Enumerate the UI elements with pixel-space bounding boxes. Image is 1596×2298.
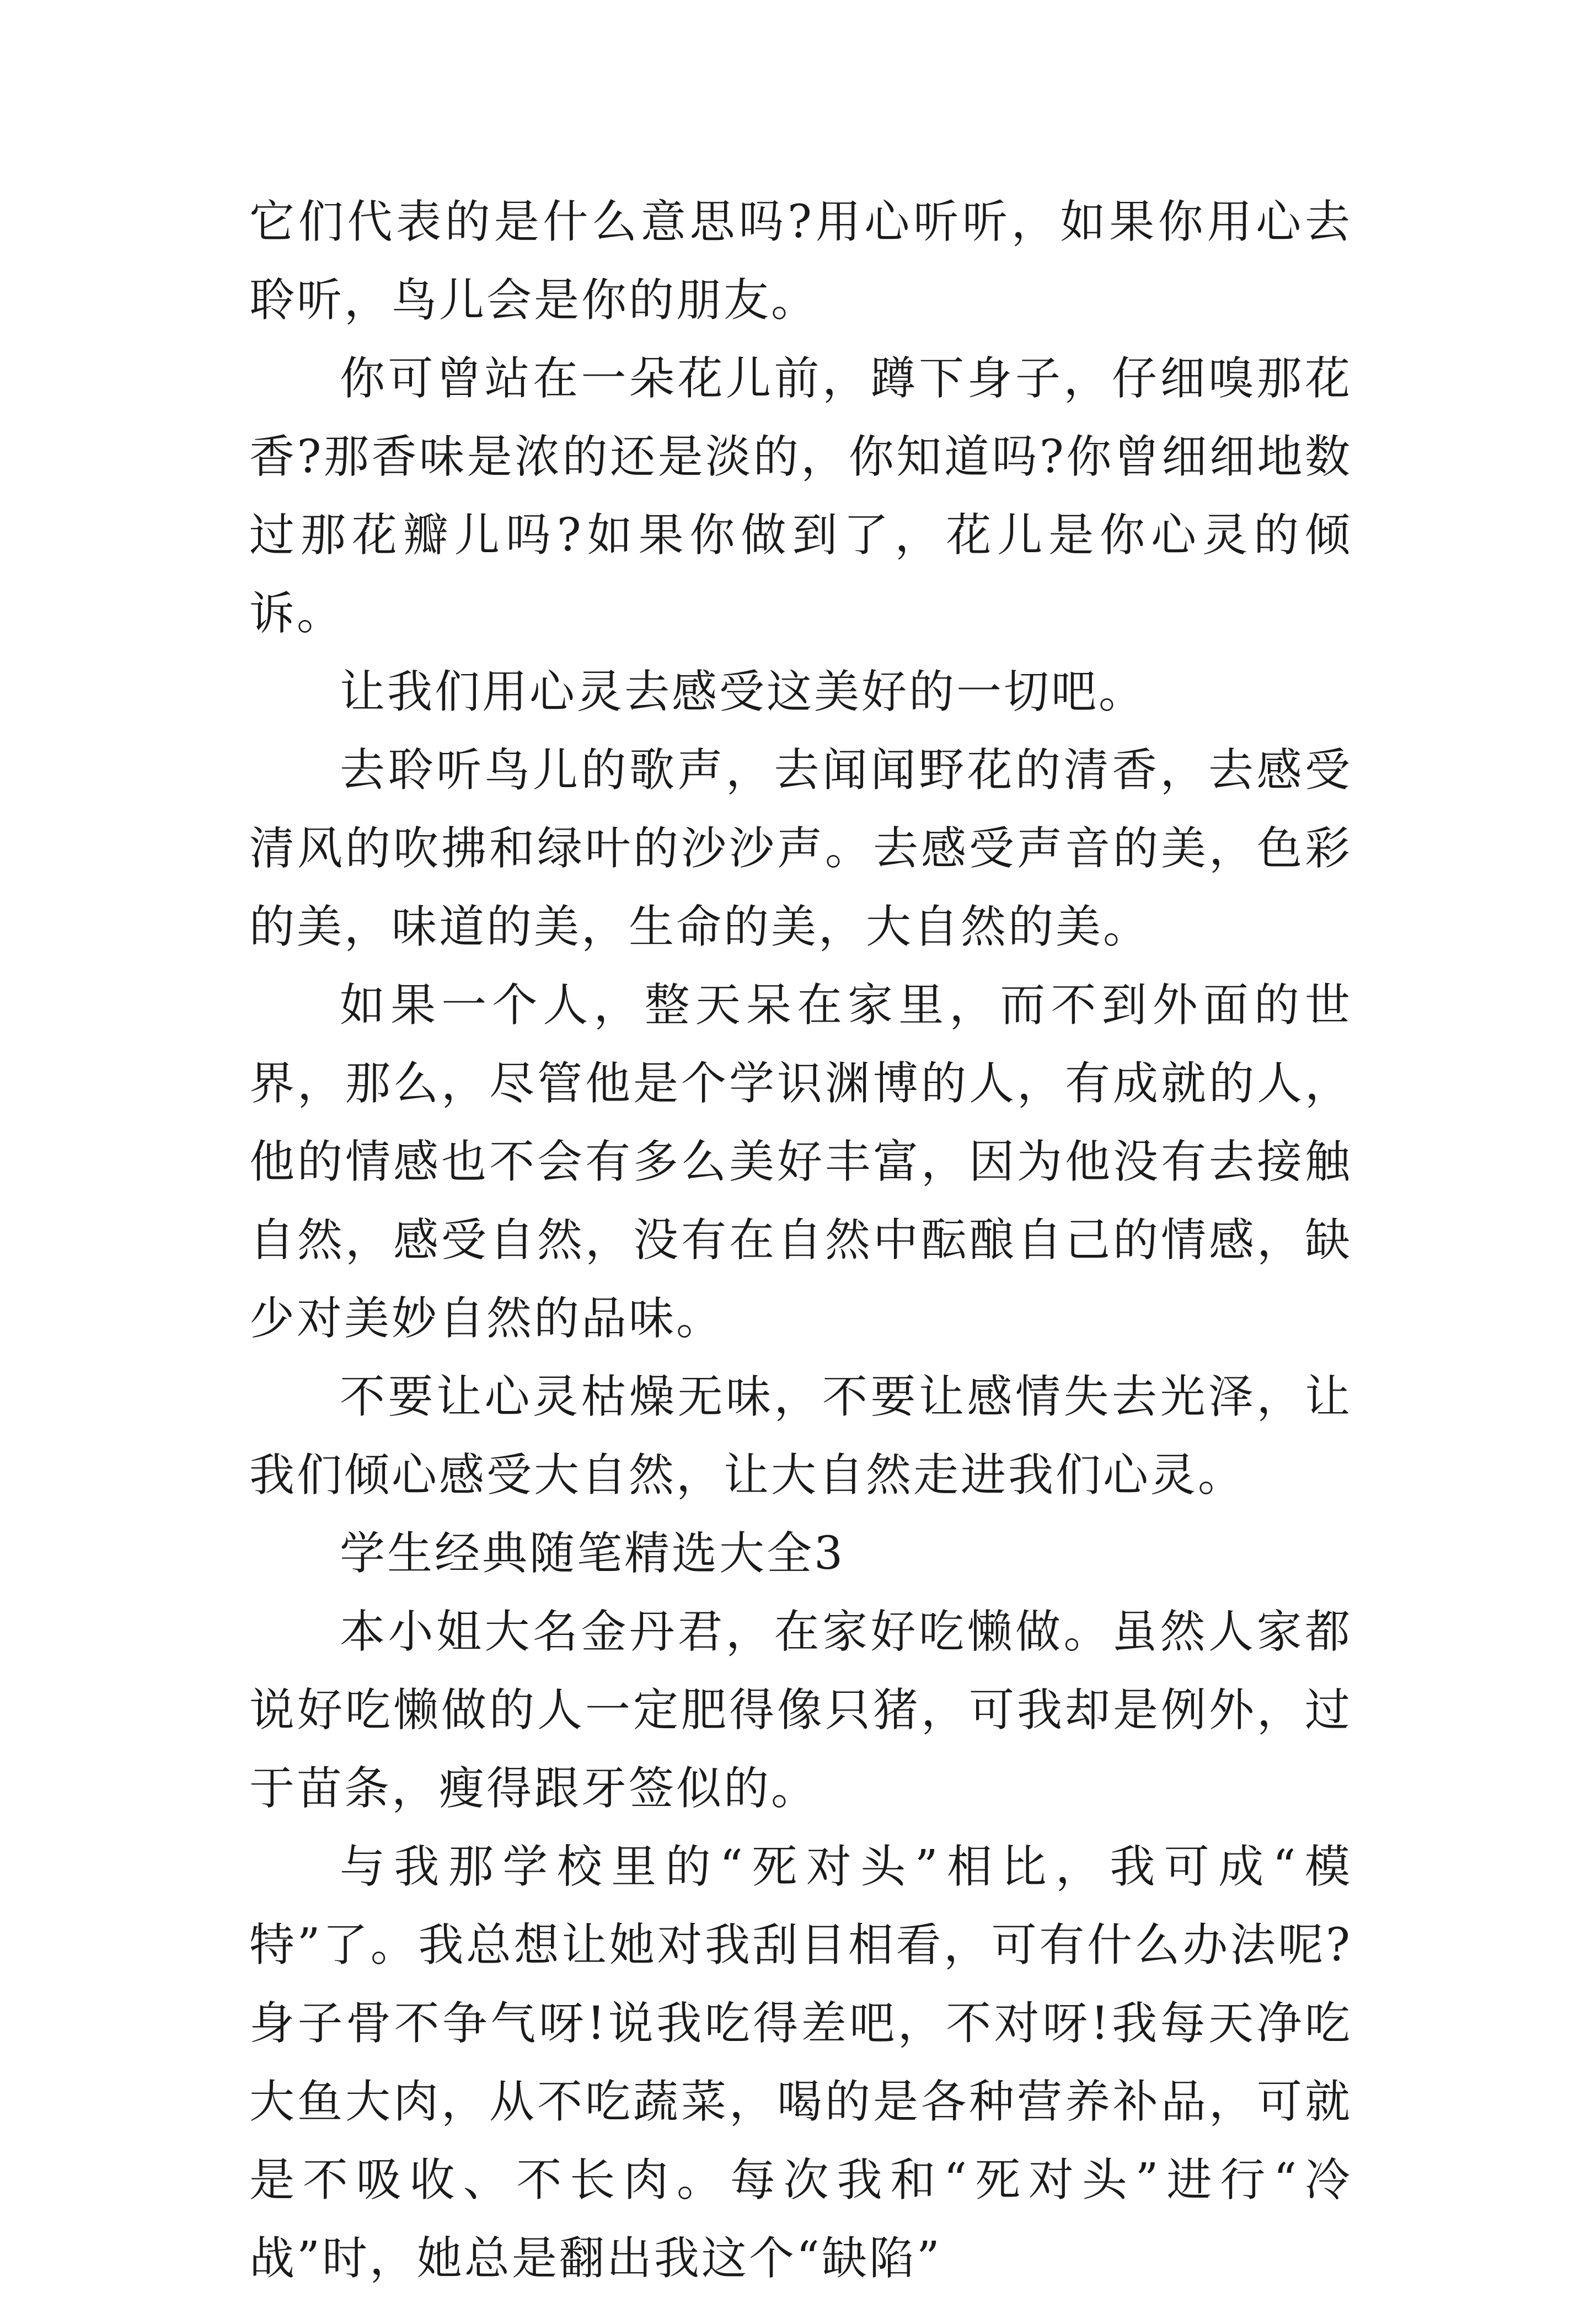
paragraph-3: 让我们用心灵去感受这美好的一切吧。 — [340, 666, 1147, 718]
paragraph-4: 去聆听鸟儿的歌声，去闻闻野花的清香，去感受清风的吹拂和绿叶的沙沙声。去感受声音的美，色彩的美，味道的美，生命的美，大自然的美。 — [249, 744, 1352, 953]
paragraph-5: 如果一个人，整天呆在家里，而不到外面的世界，那么，尽管他是个学识渊博的人，有成就的人，他的情感也不会有多么美好丰富，因为他没有去接触自然，感受自然，没有在自然中酝酿自己的情感，缺少对美妙自然的品味。 — [249, 979, 1352, 1345]
paragraph-8: 与我那学校里的“死对头”相比，我可成“模特”了。我总想让她对我刮目相看，可有什么办法呢?身子骨不争气呀!说我吃得差吧，不对呀!我每天净吃大鱼大肉，从不吃蔬菜，喝的是各种营养补品，可就是不吸收、不长肉。每次我和“死对头”进行“冷战”时，她总是翻出我这个“缺陷” — [249, 1841, 1352, 2285]
body-text — [249, 183, 1352, 2298]
paragraph-2: 你可曾站在一朵花儿前，蹲下身子，仔细嗅那花香?那香味是浓的还是淡的，你知道吗?你曾细细地数过那花瓣儿吗?如果你做到了，花儿是你心灵的倾诉。 — [249, 352, 1352, 640]
paragraph-1: 它们代表的是什么意思吗?用心听听，如果你用心去聆听，鸟儿会是你的朋友。 — [249, 196, 1352, 327]
paragraph-6: 不要让心灵枯燥无味，不要让感情失去光泽，让我们倾心感受大自然，让大自然走进我们心灵。 — [249, 1371, 1352, 1501]
section-heading: 学生经典随笔精选大全3 — [340, 1527, 845, 1580]
paragraph-7: 本小姐大名金丹君，在家好吃懒做。虽然人家都说好吃懒做的人一定肥得像只猪，可我却是例外，过于苗条，瘦得跟牙签似的。 — [249, 1606, 1352, 1815]
